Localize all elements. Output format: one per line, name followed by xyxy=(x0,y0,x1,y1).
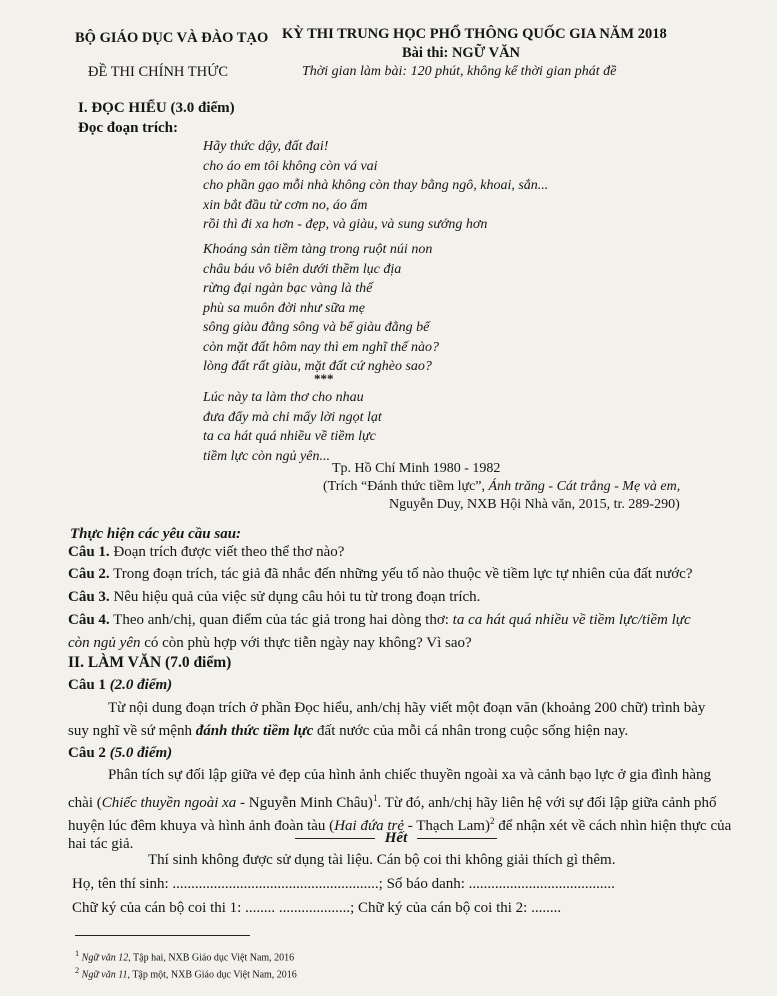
question-3: Câu 3. Nêu hiệu quả của việc sử dụng câu hỏi tu từ trong đoạn trích. xyxy=(68,589,481,605)
essay-2-line-1: Phân tích sự đối lập giữa vẻ đẹp của hình ảnh chiếc thuyền ngoài xa và cảnh bạo lực ở gia đình hàng xyxy=(108,767,711,783)
section-2-title: II. LÀM VĂN (7.0 điểm) xyxy=(68,654,232,671)
task-heading: Thực hiện các yêu cầu sau: xyxy=(70,526,242,542)
question-4: Câu 4. Theo anh/chị, quan điểm của tác giả trong hai dòng thơ: ta ca hát quá nhiều về tiềm lực/tiềm lực xyxy=(68,612,691,628)
essay-2-line-2: chài (Chiếc thuyền ngoài xa - Nguyễn Minh Châu)$^1$. Từ đó, anh/chị hãy liên hệ với sự đối lập giữa cảnh phố xyxy=(68,793,717,811)
footnote-1: $^1$ Ngữ văn 12, Tập hai, NXB Giáo dục Việt Nam, 2016 xyxy=(75,949,295,964)
end-marker: Hết xyxy=(295,830,497,847)
exam-time: Thời gian làm bài: 120 phút, không kể thời gian phát đề xyxy=(302,64,617,79)
question-1: Câu 1. Đoạn trích được viết theo thể thơ nào? xyxy=(68,544,345,560)
poem-stanza-1 xyxy=(203,137,548,235)
poem-line: Khoáng sản tiềm tàng trong ruột núi non xyxy=(203,242,433,257)
footnote-2: $^2$ Ngữ văn 11, Tập một, NXB Giáo dục Việt Nam, 2016 xyxy=(75,966,297,981)
poem-line: ta ca hát quá nhiều về tiềm lực xyxy=(203,429,376,444)
poem-stanza-2 xyxy=(203,240,439,377)
question-2: Câu 2. Trong đoạn trích, tác giả đã nhắc đến những yếu tố nào thuộc về tiềm lực tự nhiên của đất nước? xyxy=(68,566,693,582)
essay-2-heading: Câu 2 (5.0 điểm) xyxy=(68,745,173,761)
poem-line: phù sa muôn đời như sữa mẹ xyxy=(203,300,365,316)
candidate-name-line: Họ, tên thí sinh: .......................................................; Số báo danh: ....................................... xyxy=(72,876,615,892)
poem-line: xin bắt đầu từ cơm no, áo ấm xyxy=(203,197,368,213)
poem-line: rừng đại ngàn bạc vàng là thế xyxy=(203,281,373,296)
proctor-signature-line: Chữ ký của cán bộ coi thi 1: ........ ...................; Chữ ký của cán bộ coi thi 2: ........ xyxy=(72,900,562,916)
poem-source-line-1: (Trích “Đánh thức tiềm lực”, Ánh trăng - Cát trắng - Mẹ và em, xyxy=(323,479,681,494)
poem-line: sông giàu đằng sông và bể giàu đằng bể xyxy=(203,320,430,335)
poem-line: rồi thì đi xa hơn - đẹp, và giàu, và sung sướng hơn xyxy=(203,217,488,232)
poem-line: lòng đất rất giàu, mặt đất cứ nghèo sao? xyxy=(203,359,432,374)
exam-title: KỲ THI TRUNG HỌC PHỔ THÔNG QUỐC GIA NĂM 2018 xyxy=(282,26,667,42)
poem-source-line-2: Nguyễn Duy, NXB Hội Nhà văn, 2015, tr. 289-290) xyxy=(389,497,680,512)
official-label: ĐỀ THI CHÍNH THỨC xyxy=(88,64,229,80)
stanza-separator: *** xyxy=(314,371,334,386)
poem-line: cho áo em tôi không còn vá vai xyxy=(203,158,378,174)
poem-line: Hãy thức dậy, đất đai! xyxy=(203,139,329,154)
footnote-divider xyxy=(75,935,250,936)
poem-place-date: Tp. Hồ Chí Minh 1980 - 1982 xyxy=(332,461,501,476)
question-4-cont: còn ngủ yên có còn phù hợp với thực tiễn ngày nay không? Vì sao? xyxy=(68,635,472,651)
poem-stanza-3 xyxy=(203,388,382,466)
end-rule-right xyxy=(417,838,497,839)
ministry-name: BỘ GIÁO DỤC VÀ ĐÀO TẠO xyxy=(75,30,269,46)
poem-line: còn mặt đất hôm nay thì em nghĩ thế nào? xyxy=(203,339,440,355)
poem-line: cho phần gạo mỗi nhà không còn thay bằng ngô, khoai, sắn... xyxy=(203,178,549,193)
essay-2-line-3: huyện lúc đêm khuya và hình ảnh đoàn tàu (Hai đứa trẻ - Thạch Lam)$^2$ để nhận xét về cách nhìn hiện thực của xyxy=(68,816,732,834)
exam-subject: Bài thi: NGỮ VĂN xyxy=(402,45,521,61)
poem-line: đưa đẩy mà chi mấy lời ngọt lạt xyxy=(203,409,382,425)
exam-note: Thí sinh không được sử dụng tài liệu. Cán bộ coi thi không giải thích gì thêm. xyxy=(148,852,616,868)
poem-line: tiềm lực còn ngủ yên... xyxy=(203,448,330,464)
essay-2-line-4: hai tác giả. xyxy=(68,836,134,852)
poem-line: châu báu vô biên dưới thềm lục địa xyxy=(203,261,402,277)
essay-1-heading: Câu 1 (2.0 điểm) xyxy=(68,677,173,693)
section-1-title: I. ĐỌC HIỂU (3.0 điểm) xyxy=(78,100,235,116)
essay-1-line-1: Từ nội dung đoạn trích ở phần Đọc hiểu, anh/chị hãy viết một đoạn văn (khoảng 200 chữ) trình bày xyxy=(108,700,706,716)
essay-1-line-2: suy nghĩ về sứ mệnh đánh thức tiềm lực đất nước của mỗi cá nhân trong cuộc sống hiện nay. xyxy=(68,723,629,739)
end-rule-left xyxy=(295,838,375,839)
poem-line: Lúc này ta làm thơ cho nhau xyxy=(203,390,364,405)
section-1-intro: Đọc đoạn trích: xyxy=(78,120,178,136)
